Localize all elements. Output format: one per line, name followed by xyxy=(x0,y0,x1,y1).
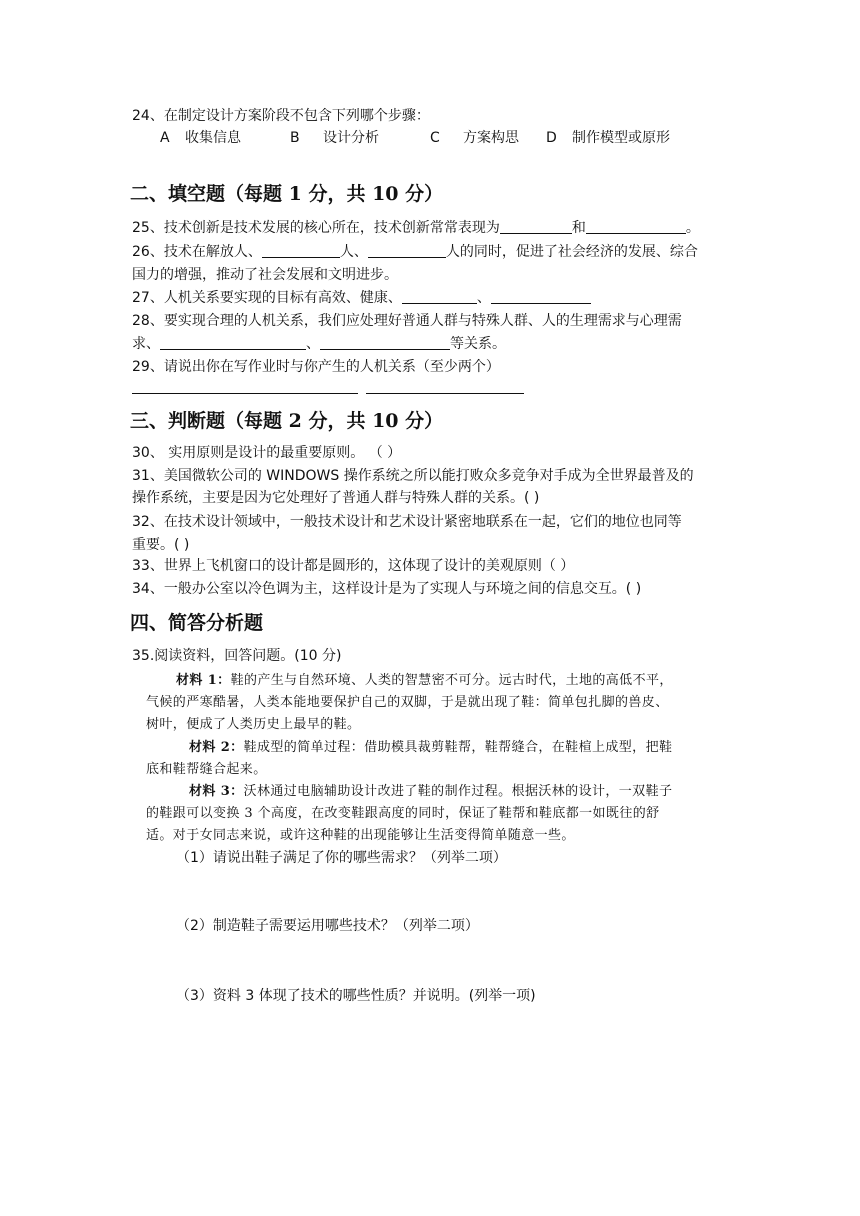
question-26-line-2: 国力的增强，推动了社会发展和文明进步。 xyxy=(132,267,398,283)
q26-blank-2[interactable] xyxy=(368,242,446,258)
sub-question-1: （1）请说出鞋子满足了你的哪些需求？（列举二项） xyxy=(176,850,507,866)
q25-text-c: 。 xyxy=(685,220,700,236)
material-1-text-1: 鞋的产生与自然环境、人类的智慧密不可分。远古时代，土地的高低不平， xyxy=(230,673,673,688)
question-25 xyxy=(132,218,700,238)
question-35: 35.阅读资料，回答问题。(10 分) xyxy=(132,648,342,664)
material-1-line-2: 气候的严寒酷暑，人类本能地要保护自己的双脚，于是就出现了鞋：简单包扎脚的兽皮、 xyxy=(146,695,669,710)
q25-blank-2[interactable] xyxy=(586,218,686,234)
question-28-line-2 xyxy=(132,334,506,354)
material-3-label: 材料 3： xyxy=(189,784,244,799)
q29-answer-line-2[interactable] xyxy=(366,393,524,394)
q24-option-d-letter: D xyxy=(546,130,557,146)
q24-option-a-text: 收集信息 xyxy=(185,130,241,146)
material-3-line-3: 适。对于女同志来说，或许这种鞋的出现能够让生活变得简单随意一些。 xyxy=(146,828,575,843)
section-4-title: 四、简答分析题 xyxy=(130,612,264,634)
material-1-line-3: 树叶，便成了人类历史上最早的鞋。 xyxy=(146,717,361,732)
material-3-line-1 xyxy=(189,781,672,803)
sub-question-2: （2）制造鞋子需要运用哪些技术？（列举二项） xyxy=(176,918,479,934)
q25-text-a: 25、技术创新是技术发展的核心所在，技术创新常常表现为 xyxy=(132,220,500,236)
q24-option-c-letter: C xyxy=(430,130,440,146)
material-2-line-1 xyxy=(189,737,672,759)
question-26-line-1 xyxy=(132,242,698,262)
q28-text-c: 、 xyxy=(306,336,320,352)
q27-text-a: 27、人机关系要实现的目标有高效、健康、 xyxy=(132,290,402,306)
q28-text-b: 求、 xyxy=(132,336,160,352)
material-2-text-1: 鞋成型的简单过程：借助模具裁剪鞋帮，鞋帮缝合，在鞋楦上成型，把鞋 xyxy=(243,740,673,755)
q24-option-b-letter: B xyxy=(290,130,300,146)
section-2-title: 二、填空题（每题 1 分，共 10 分） xyxy=(130,183,444,205)
material-1-line-1 xyxy=(176,670,673,692)
material-2-label: 材料 2： xyxy=(189,740,244,755)
q25-text-b: 和 xyxy=(571,220,586,236)
question-29: 29、请说出你在写作业时与你产生的人机关系（至少两个） xyxy=(132,359,500,375)
question-24-stem: 24、在制定设计方案阶段不包含下列哪个步骤： xyxy=(132,108,430,124)
q27-blank-1[interactable] xyxy=(402,288,477,304)
question-27 xyxy=(132,288,591,308)
q28-blank-2[interactable] xyxy=(320,334,450,350)
question-32-line-1: 32、在技术设计领域中，一般技术设计和艺术设计紧密地联系在一起，它们的地位也同等 xyxy=(132,514,682,530)
q26-text-a: 26、技术在解放人、 xyxy=(132,244,262,260)
section-3-title: 三、判断题（每题 2 分，共 10 分） xyxy=(130,410,444,432)
q24-option-b-text: 设计分析 xyxy=(323,130,379,146)
q26-text-c: 人的同时，促进了社会经济的发展、综合 xyxy=(445,244,698,260)
q28-text-d: 等关系。 xyxy=(450,336,506,352)
q26-text-b: 人、 xyxy=(339,244,368,260)
material-3-text-1: 沃林通过电脑辅助设计改进了鞋的制作过程。根据沃林的设计，一双鞋子 xyxy=(243,784,673,799)
q25-blank-1[interactable] xyxy=(500,218,572,234)
material-3-line-2: 的鞋跟可以变换 3 个高度，在改变鞋跟高度的同时，保证了鞋帮和鞋底都一如既往的舒 xyxy=(146,806,660,821)
q28-blank-1[interactable] xyxy=(160,334,306,350)
question-31-line-2: 操作系统，主要是因为它处理好了普通人群与特殊人群的关系。( ) xyxy=(132,490,540,506)
sub-question-3: （3）资料 3 体现了技术的哪些性质？并说明。(列举一项) xyxy=(176,988,536,1004)
q27-blank-2[interactable] xyxy=(491,288,591,304)
q24-option-a-letter: A xyxy=(160,130,170,146)
q27-text-b: 、 xyxy=(476,290,491,306)
question-28-line-1: 28、要实现合理的人机关系，我们应处理好普通人群与特殊人群、人的生理需求与心理需 xyxy=(132,313,682,329)
q26-blank-1[interactable] xyxy=(262,242,340,258)
q29-answer-line-1[interactable] xyxy=(132,393,358,394)
question-30: 30、 实用原则是设计的最重要原则。 （ ） xyxy=(132,445,402,461)
material-2-line-2: 底和鞋帮缝合起来。 xyxy=(146,762,267,777)
question-31-line-1: 31、美国微软公司的 WINDOWS 操作系统之所以能打败众多竞争对手成为全世界最普及的 xyxy=(132,468,694,484)
question-32-line-2: 重要。( ) xyxy=(132,537,190,553)
question-33: 33、世界上飞机窗口的设计都是圆形的，这体现了设计的美观原则（ ） xyxy=(132,558,575,574)
q24-option-c-text: 方案构思 xyxy=(463,130,519,146)
material-1-label: 材料 1： xyxy=(176,673,231,688)
question-34: 34、一般办公室以冷色调为主，这样设计是为了实现人与环境之间的信息交互。( ) xyxy=(132,581,642,597)
q24-option-d-text: 制作模型或原形 xyxy=(572,130,670,146)
